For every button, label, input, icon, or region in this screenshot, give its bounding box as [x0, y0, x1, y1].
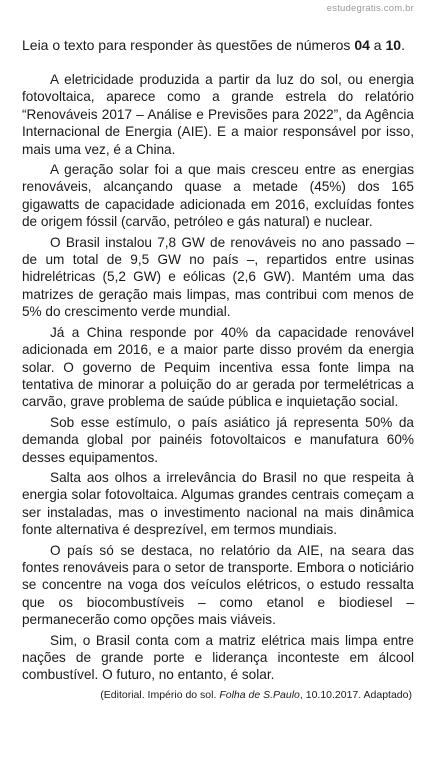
paragraph-1: A eletricidade produzida a partir da luz do sol, ou energia fotovoltaica, aparece como a grande estrela do relatório “Renováveis 2017 – Análise e Previsões para 2022”, da Agência Internacional de Energia (AIE). E a maior responsável por isso, mais uma vez, é a China.	[22, 72, 414, 157]
document-page	[22, 36, 414, 702]
paragraph-3: O Brasil instalou 7,8 GW de renováveis no ano passado – de um total de 9,5 GW no país –, repartidos entre usinas hidrelétricas (5,2 GW) e eólicas (2,6 GW). Mantém uma das matrizes de geração mais limpas, mas contribui com menos de 5% do crescimento verde mundial.	[22, 234, 414, 320]
source-publication: Folha de S.Paulo	[219, 688, 300, 701]
question-end-number: 10	[385, 37, 402, 53]
source-prefix: (Editorial. Império do sol.	[100, 688, 220, 701]
paragraph-4: Já a China responde por 40% da capacidade renovável adicionada em 2016, e a maior parte disso provém da energia solar. O governo de Pequim incentiva essa fonte limpa na tentativa de minorar a poluição do ar gerada por termelétricas a carvão, grave problema de saúde pública e inquietação social.	[22, 324, 414, 410]
paragraph-8: Sim, o Brasil conta com a matriz elétrica mais limpa entre nações de grande porte e liderança inconteste em álcool combustível. O futuro, no entanto, é solar.	[22, 632, 414, 683]
question-start-number: 04	[354, 37, 370, 53]
article-body	[22, 71, 414, 684]
instruction-line	[22, 36, 414, 54]
site-watermark: estudegratis.com.br	[326, 3, 414, 14]
instruction-connector: a	[369, 37, 386, 53]
instruction-suffix: .	[401, 37, 405, 53]
paragraph-7: O país só se destaca, no relatório da AIE, na seara das fontes renováveis para o setor de transporte. Embora o noticiário se concentre na voga dos veículos elétricos, o estudo ressalta que os biocombustíveis – como etanol e biodiesel – permanecerão como opções mais viáveis.	[22, 542, 414, 628]
source-suffix: , 10.10.2017. Adaptado)	[299, 688, 412, 701]
source-citation	[22, 688, 414, 702]
paragraph-5: Sob esse estímulo, o país asiático já representa 50% da demanda global por painéis fotovoltaicos e manufatura 60% desses equipamentos.	[22, 414, 414, 465]
paragraph-2: A geração solar foi a que mais cresceu entre as energias renováveis, alcançando quase a metade (45%) dos 165 gigawatts de capacidade adicionada em 2016, excluídas fontes de origem fóssil (carvão, petróleo e gás natural) e nuclear.	[22, 162, 414, 230]
instruction-prefix: Leia o texto para responder às questões de números	[22, 37, 355, 53]
paragraph-6: Salta aos olhos a irrelevância do Brasil no que respeita à energia solar fotovoltaica. Algumas grandes centrais começam a ser instaladas, mas o investimento nacional na mais dinâmica fonte alternativa é desprezível, em termos mundiais.	[22, 469, 414, 538]
